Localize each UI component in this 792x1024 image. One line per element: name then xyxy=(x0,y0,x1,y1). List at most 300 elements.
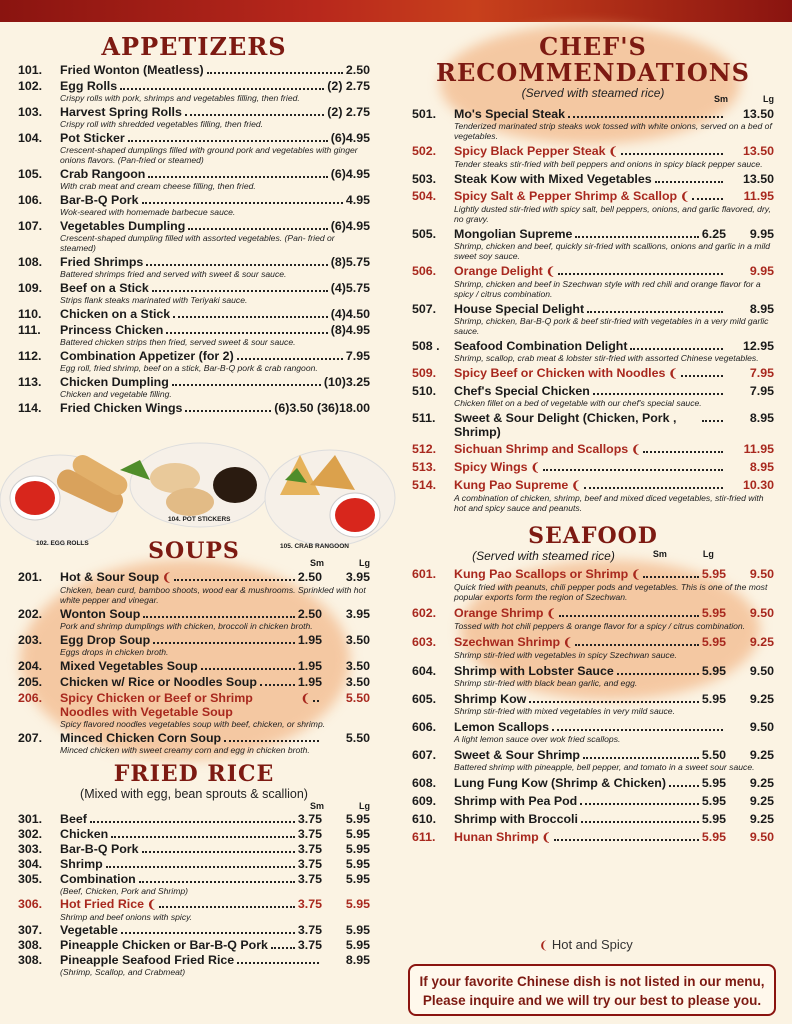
dot-leader xyxy=(153,642,295,644)
item-description: Chicken, bean curd, bamboo shoots, wood ear & mushrooms. Sprinkled with hot white pepper and vinegar. xyxy=(60,585,366,605)
dot-leader xyxy=(128,140,328,142)
menu-item xyxy=(18,79,370,93)
chili-icon: ❨ xyxy=(631,569,641,581)
item-number: 514. xyxy=(412,478,437,492)
item-name: Chicken on a Stick xyxy=(60,307,171,321)
item-description: (Beef, Chicken, Pork and Shrimp) xyxy=(60,886,189,896)
item-price-large: 9.50 xyxy=(749,830,774,844)
item-name: Chicken w/ Rice or Noodles Soup xyxy=(60,675,257,689)
item-description: Shrimp stir-fried with mixed vegetables in very mild sauce. xyxy=(454,706,675,716)
item-price-large: 13.50 xyxy=(742,144,774,158)
item-description: Strips flank steaks marinated with Teriyaki sauce. xyxy=(60,295,248,305)
menu-item xyxy=(18,842,370,856)
item-price-small: 5.95 xyxy=(701,776,726,790)
chili-icon: ❨ xyxy=(147,899,157,911)
dot-leader xyxy=(313,700,319,702)
item-price-large: 8.95 xyxy=(749,302,774,316)
item-price-large: 10.30 xyxy=(742,478,774,492)
item-number: 106. xyxy=(18,193,43,207)
item-price: (8)5.75 xyxy=(330,255,370,269)
menu-item xyxy=(412,720,774,734)
notice-line: Please inquire and we will try our best to please you. xyxy=(422,993,762,1008)
item-name: Spicy Beef or Chicken with Noodles xyxy=(454,366,666,380)
item-price-small: 2.50 xyxy=(297,570,322,584)
item-name: Fried Shrimps xyxy=(60,255,144,269)
dot-leader xyxy=(617,673,699,675)
dot-leader xyxy=(237,358,343,360)
dot-leader xyxy=(552,729,723,731)
item-name: Fried Chicken Wings xyxy=(60,401,183,415)
item-name: Pineapple Chicken or Bar-B-Q Pork xyxy=(60,938,268,952)
menu-item xyxy=(412,635,774,650)
item-price-large: 5.95 xyxy=(345,923,370,937)
dot-leader xyxy=(166,332,327,334)
chili-icon: ❨ xyxy=(680,191,690,203)
menu-item xyxy=(18,307,370,321)
menu-item xyxy=(18,63,370,77)
dot-leader xyxy=(106,866,295,868)
dot-leader xyxy=(148,176,327,178)
item-price-small: 3.75 xyxy=(297,812,322,826)
item-price-large: 9.25 xyxy=(749,692,774,706)
menu-item xyxy=(18,193,370,207)
menu-item xyxy=(412,812,774,826)
item-price-large: 3.95 xyxy=(345,607,370,621)
item-description: A combination of chicken, shrimp, beef and mixed diced vegetables, stir-fried with hot and spicy sauce and peanuts. xyxy=(454,493,764,513)
item-number: 203. xyxy=(18,633,43,647)
item-description: Lightly dusted stir-fried with spicy salt, bell peppers, onions, and garlic flavored, dry, no gravy. xyxy=(454,204,771,224)
menu-item xyxy=(412,366,774,381)
size-header: Sm Lg xyxy=(309,558,370,568)
item-description: Spicy flavored noodles vegetables soup with beef, chicken, or shrimp. xyxy=(60,719,326,729)
item-description: Crescent-shaped dumplings filled with ground pork and vegetables with ginger onions flavors. (Pan-fried or steamed) xyxy=(60,145,358,165)
item-price-large: 5.95 xyxy=(345,872,370,886)
item-name: Bar-B-Q Pork xyxy=(60,842,139,856)
item-number: 111. xyxy=(18,323,41,337)
menu-item xyxy=(18,953,370,967)
menu-item xyxy=(18,105,370,119)
menu-item xyxy=(412,189,774,204)
item-name: Kung Pao Supreme xyxy=(454,478,569,492)
item-description: Egg roll, fried shrimp, beef on a stick, Bar-B-Q pork & crab rangoon. xyxy=(60,363,318,373)
top-banner xyxy=(0,0,792,22)
item-number: 114. xyxy=(18,401,42,415)
item-description: Crescent-shaped dumpling filled with assorted vegetables. (Pan- fried or steamed) xyxy=(60,233,335,253)
item-number: 611. xyxy=(412,830,436,844)
item-price: (4)5.75 xyxy=(330,281,370,295)
item-description: Chicken fillet on a bed of vegetable with our chef's special sauce. xyxy=(454,398,702,408)
item-price-small: 2.50 xyxy=(297,607,322,621)
dot-leader xyxy=(143,616,295,618)
item-price-large: 12.95 xyxy=(742,339,774,353)
item-number: 108. xyxy=(18,255,43,269)
item-description: Shrimp, chicken and beef, quickly sir-fried with scallions, onions and garlic in a mild sweet soy sauce. xyxy=(454,241,771,261)
menu-item xyxy=(18,167,370,181)
item-price-small: 1.95 xyxy=(297,659,322,673)
item-name: Chef's Special Chicken xyxy=(454,384,590,398)
item-number: 101. xyxy=(18,63,43,77)
dot-leader xyxy=(146,264,327,266)
item-name: Spicy Salt & Pepper Shrimp & Scallop xyxy=(454,189,678,203)
item-price-large: 11.95 xyxy=(743,442,774,456)
item-price: (8)4.95 xyxy=(330,323,370,337)
chili-icon: ❨ xyxy=(631,444,641,456)
item-number: 205. xyxy=(18,675,43,689)
item-price-large: 9.50 xyxy=(749,664,774,678)
item-name: Hot Fried Rice xyxy=(60,897,144,911)
item-number: 512. xyxy=(412,442,437,456)
item-name: Fried Wonton (Meatless) xyxy=(60,63,204,77)
dot-leader xyxy=(580,803,699,805)
item-number: 303. xyxy=(18,842,43,856)
item-name: Harvest Spring Rolls xyxy=(60,105,182,119)
item-name: Kung Pao Scallops or Shrimp xyxy=(454,567,629,581)
item-name: Egg Rolls xyxy=(60,79,118,93)
item-price-large: 3.50 xyxy=(345,633,370,647)
item-price-large: 5.50 xyxy=(345,731,370,745)
item-name: Crab Rangoon xyxy=(60,167,146,181)
menu-item xyxy=(18,219,370,233)
menu-item xyxy=(412,776,774,790)
item-description: Pork and shrimp dumplings with chicken, broccoli in chicken broth. xyxy=(60,621,313,631)
item-name: Chicken xyxy=(60,827,109,841)
item-price-large: 9.95 xyxy=(749,227,774,241)
menu-item xyxy=(18,659,370,673)
dot-leader xyxy=(630,348,723,350)
item-number: 109. xyxy=(18,281,43,295)
item-description: Shrimp, chicken, Bar-B-Q pork & beef stir-fried with vegetables in a very mild garlic sauce. xyxy=(454,316,769,336)
menu-item xyxy=(18,827,370,841)
item-name: Combination xyxy=(60,872,136,886)
item-name: Spicy Wings xyxy=(454,460,528,474)
item-name: Pot Sticker xyxy=(60,131,125,145)
item-description: Eggs drops in chicken broth. xyxy=(60,647,169,657)
item-description: A light lemon sauce over wok fried scallops. xyxy=(454,734,621,744)
item-price-small: 3.75 xyxy=(297,827,322,841)
photo-caption: 104. POT STICKERS xyxy=(168,516,231,523)
item-price-large: 5.95 xyxy=(345,812,370,826)
menu-item xyxy=(18,401,370,415)
item-price-large: 8.95 xyxy=(749,411,774,425)
chili-icon: ❨ xyxy=(563,637,573,649)
menu-item xyxy=(412,442,774,457)
chili-icon: ❨ xyxy=(162,572,172,584)
item-number: 308. xyxy=(18,953,43,967)
item-price-large: 13.50 xyxy=(742,107,774,121)
item-price-large: 8.95 xyxy=(345,953,370,967)
item-price-large: 9.50 xyxy=(749,606,774,620)
menu-item xyxy=(18,691,370,719)
dot-leader xyxy=(587,311,723,313)
item-price-large: 7.95 xyxy=(749,384,774,398)
chefs-title: CHEF'S RECOMMENDATIONS xyxy=(436,32,750,87)
dot-leader xyxy=(224,740,319,742)
notice-line: If your favorite Chinese dish is not listed in our menu, xyxy=(419,974,765,989)
item-name: Wonton Soup xyxy=(60,607,141,621)
item-name: Seafood Combination Delight xyxy=(454,339,628,353)
item-name: Sichuan Shrimp and Scallops xyxy=(454,442,629,456)
item-number: 308. xyxy=(18,938,43,952)
item-description: Shrimp, chicken and beef in Szechwan style with red chili and orange flavor for a spicy / citrus combination. xyxy=(454,279,761,299)
item-price: (6)4.95 xyxy=(330,131,370,145)
menu-item xyxy=(18,675,370,689)
item-name: Orange Delight xyxy=(454,264,543,278)
item-name: Sweet & Sour Shrimp xyxy=(454,748,580,762)
chili-icon: ❨ xyxy=(546,608,556,620)
dot-leader xyxy=(142,851,295,853)
menu-item xyxy=(18,923,370,937)
item-price: (6)4.95 xyxy=(330,167,370,181)
dot-leader xyxy=(643,451,723,453)
item-price-large: 9.25 xyxy=(749,812,774,826)
menu-item xyxy=(18,872,370,886)
dot-leader xyxy=(702,420,723,422)
menu-item xyxy=(412,692,774,706)
dot-leader xyxy=(139,881,295,883)
menu-item xyxy=(412,264,774,279)
dot-leader xyxy=(568,116,723,118)
item-price-large: 5.95 xyxy=(345,857,370,871)
item-number: 113. xyxy=(18,375,42,389)
item-price-small: 5.95 xyxy=(701,812,726,826)
dot-leader xyxy=(121,932,295,934)
menu-item xyxy=(412,748,774,762)
menu-item xyxy=(412,172,774,186)
item-number: 307. xyxy=(18,923,43,937)
item-price-large: 9.25 xyxy=(749,794,774,808)
item-number: 603. xyxy=(412,635,437,649)
item-price-large: 3.50 xyxy=(345,675,370,689)
item-number: 505. xyxy=(412,227,437,241)
item-name: Mongolian Supreme xyxy=(454,227,573,241)
menu-item xyxy=(18,607,370,621)
menu-item xyxy=(18,323,370,337)
item-price: (6)4.95 xyxy=(330,219,370,233)
dot-leader xyxy=(543,469,723,471)
item-description: Crispy rolls with pork, shrimps and vegetables filling, then fried. xyxy=(60,93,300,103)
item-name: Bar-B-Q Pork xyxy=(60,193,139,207)
item-description: Crispy roll with shredded vegetables filling, then fried. xyxy=(60,119,264,129)
item-number: 306. xyxy=(18,897,43,911)
item-price: 4.95 xyxy=(345,193,370,207)
item-number: 304. xyxy=(18,857,43,871)
dot-leader xyxy=(173,316,328,318)
item-price: (10)3.25 xyxy=(323,375,370,389)
dot-leader xyxy=(554,839,699,841)
dot-leader xyxy=(584,487,723,489)
menu-item xyxy=(412,144,774,159)
dot-leader xyxy=(581,821,699,823)
dot-leader xyxy=(159,906,295,908)
item-price-large: 9.50 xyxy=(749,720,774,734)
item-name: Lemon Scallops xyxy=(454,720,550,734)
item-name: Shrimp xyxy=(60,857,103,871)
size-header: Sm Lg xyxy=(309,801,370,811)
chefs-subtitle: (Served with steamed rice) xyxy=(521,86,665,100)
item-name: Beef xyxy=(60,812,87,826)
item-description: Chicken and vegetable filling. xyxy=(60,389,172,399)
item-price-large: 5.95 xyxy=(345,897,370,911)
item-price-large: 9.25 xyxy=(749,776,774,790)
item-number: 206. xyxy=(18,691,43,705)
item-name: Combination Appetizer (for 2) xyxy=(60,349,234,363)
item-price-large: 3.95 xyxy=(345,570,370,584)
menu-item xyxy=(412,830,774,845)
item-number: 102. xyxy=(18,79,43,93)
item-number: 105. xyxy=(18,167,43,181)
item-price-large: 9.25 xyxy=(749,748,774,762)
item-name: Pineapple Seafood Fried Rice xyxy=(60,953,235,967)
seafood-title: SEAFOOD xyxy=(528,523,658,549)
item-description: Shrimp and beef onions with spicy. xyxy=(60,912,193,922)
menu-item xyxy=(18,633,370,647)
chili-icon: ❨ xyxy=(539,940,549,952)
item-number: 609. xyxy=(412,794,437,808)
item-name: Egg Drop Soup xyxy=(60,633,151,647)
item-description: Minced chicken with sweet creamy corn and egg in chicken broth. xyxy=(60,745,310,755)
item-description: Quick fried with peanuts, chili pepper pods and vegetables. This is one of the most popular exports form the region of Szechwan. xyxy=(454,582,768,602)
menu-item xyxy=(412,107,774,121)
item-price-small: 1.95 xyxy=(297,675,322,689)
fried-rice-title: FRIED RICE xyxy=(113,761,275,787)
item-description: Shrimp stir-fried with black bean garlic, and egg. xyxy=(454,678,638,688)
item-number: 501. xyxy=(412,107,437,121)
item-name: Princess Chicken xyxy=(60,323,164,337)
item-price-small: 3.75 xyxy=(297,897,322,911)
left-column xyxy=(18,22,370,415)
item-name: Sweet & Sour Delight (Chicken, Pork , Shrimp) xyxy=(454,411,677,439)
dot-leader xyxy=(655,181,723,183)
item-price-small: 5.50 xyxy=(701,748,726,762)
fried-rice-list xyxy=(18,812,370,977)
soups-list xyxy=(18,570,370,755)
photo-caption: 102. EGG ROLLS xyxy=(36,540,89,547)
item-price: (2) 2.75 xyxy=(327,105,370,119)
item-number: 207. xyxy=(18,731,43,745)
menu-item xyxy=(412,384,774,398)
item-name: Hunan Shrimp xyxy=(454,830,539,844)
item-price-small: 5.95 xyxy=(701,692,726,706)
item-number: 610. xyxy=(412,812,437,826)
item-price-small: 6.25 xyxy=(701,227,726,241)
item-price-large: 13.50 xyxy=(742,172,774,186)
item-name: Mo's Special Steak xyxy=(454,107,566,121)
fried-rice-subtitle: (Mixed with egg, bean sprouts & scallion) xyxy=(80,787,308,801)
dot-leader xyxy=(142,202,343,204)
chili-icon: ❨ xyxy=(608,146,618,158)
item-price-small: 5.95 xyxy=(701,635,726,649)
item-number: 110. xyxy=(18,307,42,321)
item-description: Shrimp, scallop, crab meat & lobster stir-fried with assorted Chinese vegetables. xyxy=(454,353,759,363)
item-price-small: 5.95 xyxy=(701,830,726,844)
item-number: 301. xyxy=(18,812,43,826)
item-price-large: 7.95 xyxy=(749,366,774,380)
item-name: Chicken Dumpling xyxy=(60,375,169,389)
menu-item xyxy=(412,567,774,582)
seafood-subtitle-row: (Served with steamed rice) Sm Lg xyxy=(472,549,714,563)
dot-leader xyxy=(152,290,328,292)
item-name: Orange Shrimp xyxy=(454,606,544,620)
item-price-large: 9.95 xyxy=(749,264,774,278)
dot-leader xyxy=(559,615,699,617)
dot-leader xyxy=(621,153,723,155)
size-header: Sm Lg xyxy=(713,94,774,104)
dot-leader xyxy=(201,668,295,670)
dot-leader xyxy=(558,273,723,275)
chili-icon: ❨ xyxy=(668,368,678,380)
item-name: Steak Kow with Mixed Vegetables xyxy=(454,172,652,186)
item-number: 604. xyxy=(412,664,437,678)
menu-item xyxy=(412,606,774,621)
item-price-small: 1.95 xyxy=(297,633,322,647)
item-price-small: 3.75 xyxy=(297,857,322,871)
item-number: 112. xyxy=(18,349,42,363)
item-number: 608. xyxy=(412,776,437,790)
item-description: Wok-seared with homemade barbecue sauce. xyxy=(60,207,236,217)
chili-icon: ❨ xyxy=(571,480,581,492)
item-name: Shrimp with Lobster Sauce xyxy=(454,664,614,678)
soups-section xyxy=(18,538,370,977)
menu-item xyxy=(18,857,370,871)
chili-icon: ❨ xyxy=(541,832,551,844)
menu-item xyxy=(412,302,774,316)
item-price-large: 5.95 xyxy=(345,842,370,856)
item-number: 509. xyxy=(412,366,437,380)
item-number: 510. xyxy=(412,384,437,398)
item-number: 204. xyxy=(18,659,43,673)
item-description: Tossed with hot chili peppers & orange flavor for a spicy / citrus combination. xyxy=(454,621,746,631)
menu-item xyxy=(412,794,774,808)
item-name: House Special Delight xyxy=(454,302,585,316)
item-number: 504. xyxy=(412,189,437,203)
item-number: 602. xyxy=(412,606,437,620)
menu-item xyxy=(18,281,370,295)
item-price-small: 5.95 xyxy=(701,664,726,678)
item-description: Tender steaks stir-fried with bell peppers and onions in spicy black pepper sauce. xyxy=(454,159,763,169)
item-price-large: 5.95 xyxy=(345,827,370,841)
item-description: With crab meat and cream cheese filling, then fried. xyxy=(60,181,256,191)
menu-item xyxy=(412,339,774,353)
dot-leader xyxy=(237,962,319,964)
dot-leader xyxy=(681,375,723,377)
item-name: Minced Chicken Corn Soup xyxy=(60,731,222,745)
item-name: Spicy Black Pepper Steak xyxy=(454,144,606,158)
item-description: Battered shrimps fried and served with sweet & sour sauce. xyxy=(60,269,287,279)
menu-item xyxy=(412,460,774,475)
item-number: 302. xyxy=(18,827,43,841)
item-number: 508 . xyxy=(412,339,440,353)
menu-item xyxy=(18,375,370,389)
item-description: Shrimp stir-fried with vegetables in spicy Szechwan sauce. xyxy=(454,650,677,660)
item-number: 202. xyxy=(18,607,43,621)
item-price-small: 3.75 xyxy=(297,923,322,937)
item-number: 103. xyxy=(18,105,43,119)
dot-leader xyxy=(185,410,271,412)
item-name: Spicy Chicken or Beef or Shrimp Noodles with Vegetable Soup xyxy=(60,691,253,719)
dot-leader xyxy=(575,644,699,646)
item-number: 107. xyxy=(18,219,43,233)
item-price-large: 9.25 xyxy=(749,635,774,649)
item-number: 513. xyxy=(412,460,437,474)
menu-item xyxy=(412,411,774,439)
menu-item xyxy=(412,664,774,678)
menu-item xyxy=(18,570,370,585)
item-price-large: 3.50 xyxy=(345,659,370,673)
dot-leader xyxy=(172,384,321,386)
item-name: Hot & Sour Soup xyxy=(60,570,160,584)
item-price-small: 5.95 xyxy=(701,794,726,808)
item-price: (6)3.50 (36)18.00 xyxy=(274,401,370,415)
